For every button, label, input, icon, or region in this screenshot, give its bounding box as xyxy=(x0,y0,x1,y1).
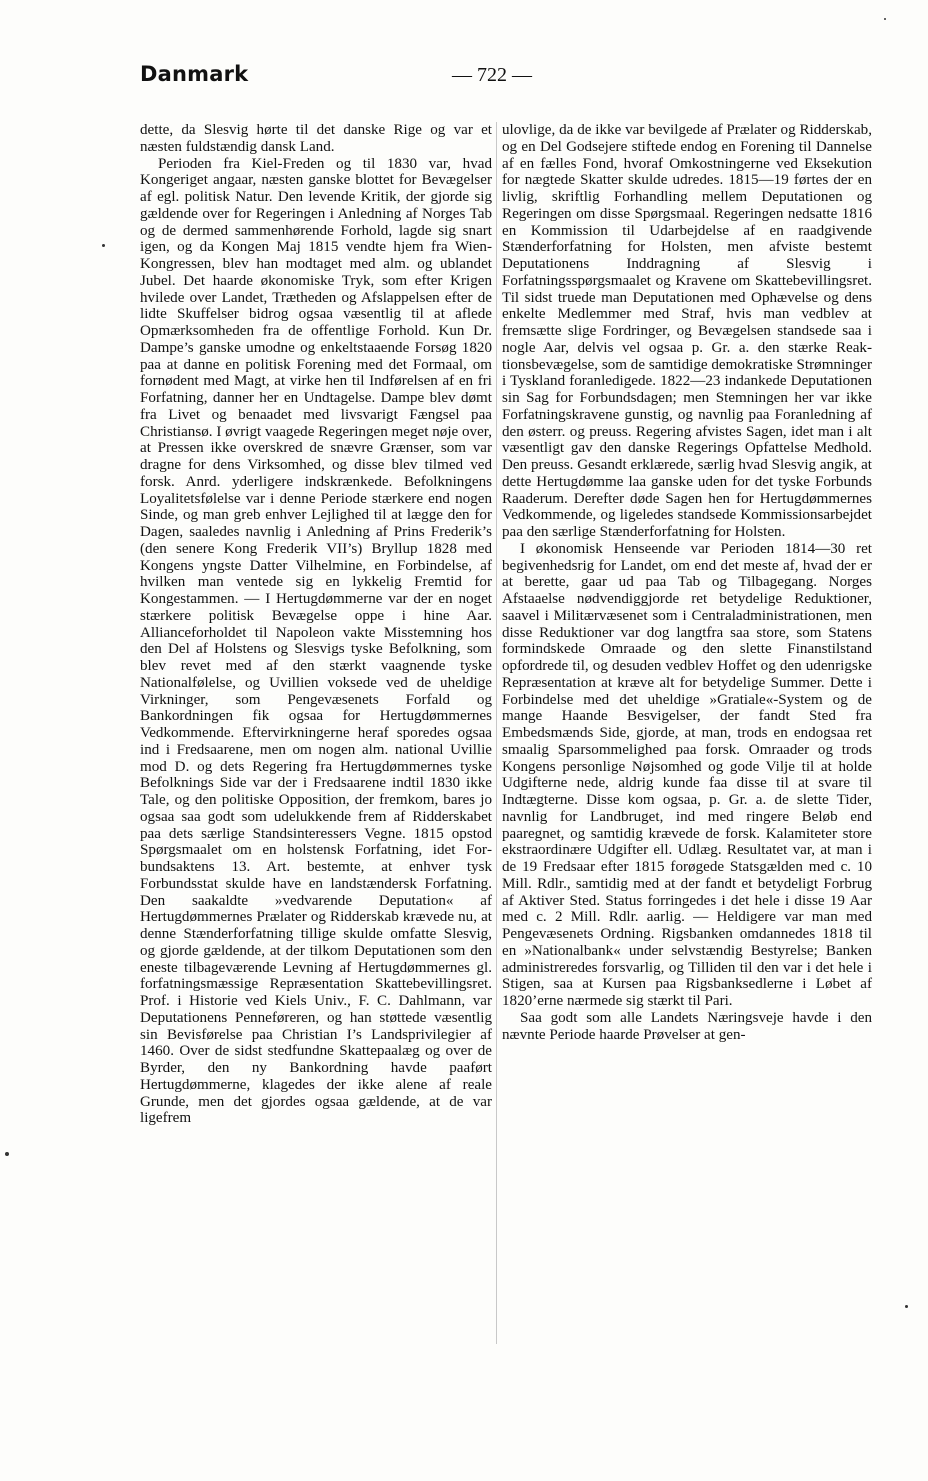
running-head: Danmark xyxy=(140,62,249,86)
right-column xyxy=(502,122,872,1043)
paragraph: Perioden fra Kiel-Freden og til 1830 var, hvad Kongeriget angaar, næsten ganske blottet for Bevægelser af egl. politisk Natur. Den levende Kritik, der gjorde sig gældende over for Regeringen i Anledning af Norges Tab og de dermed sammenhørende Forhold, lagde sig snart igen, og da Kongen Maj 1815 vendte hjem fra Wien-Kongressen, blev han modtaget med alm. og ublandet Jubel. Det haarde økonomiske Tryk, som efter Krigen hvilede over Landet, Trætheden og Afslappelsen efter de lidte Skuffelser bidrog ogsaa væsentlig til at aflede Opmærksomheden fra de offentlige Forhold. Kun Dr. Dampe’s ganske umodne og enkeltstaaende Forsøg 1820 paa at danne en politisk Forening med det Formaal, om fornødent med Magt, at virke hen til Indførelsen af en fri Forfatning, danner her en Undtagelse. Dampe blev dømt fra Livet og benaadet med livsvarigt Fængsel paa Christiansø. I øvrigt vaagede Regeringen meget nøje over, at Pressen ikke overskred de snævre Grænser, som var dragne for dens Virksomhed, og disse blev tilmed ved forsk. Anrd. yderligere indskrænkede. Befolkningens Loyalitetsfølelse var i denne Periode stærkere end nogen Sinde, og man greb enhver Lejlighed til at lægge den for Dagen, saaledes navnlig i Anledning af Prins Frederik’s (den senere Kong Frederik VII’s) Bryllup 1828 med Kongens yngste Datter Vilhelmine, en Forbindelse, af hvilken man ventede sig en lykkelig Fremtid for Kongestammen. — I Hertugdømmerne var der en noget stærkere politisk Bevægelse oppe i hine Aar. Allianceforholdet til Napoleon vakte Misstemning hos den Del af Holstens og Slesvigs tyske Befolkning, som blev revet med af den stærkt vaagnende tyske Nationalfølelse, og Uvillien voksede ved de uheldige Virkninger, som Pengevæsenets Forfald og Bankordningen fik ogsaa for Hertugdømmernes Vedkommende. Eftervirkningerne heraf sporedes ogsaa ind i Fredsaarene, men om nogen alm. national Uvillie mod D. og dets Regering fra Hertugdømmernes tyske Befolknings Side var der i Fredsaarene indtil 1830 ikke Tale, og den politiske Opposition, der fremkom, bares jo ogsaa saa godt som udelukkende frem af Ridderskabet paa dets særlige Standsinteressers Vegne. 1815 opstod Spørgsmaalet om en holstensk Forfatning, idet Forbundsaktens 13. Art. bestemte, at enhver tysk Forbundsstat skulde have en landstændersk Forfatning. Den saakaldte »vedvarende Deputation« af Hertugdømmernes Prælater og Ridderskab krævede nu, at denne Stænderforfatning tillige skulde omfatte Slesvig, og gjorde gældende, at der tilkom Deputationen som den eneste tilbageværende Levning af Hertugdømmernes gl. forfatningsmæssige Repræsentation Skattebevillingsret. Prof. i Historie ved Kiels Univ., F. C. Dahlmann, var Deputationens Penneføreren, og han støttede væsentlig sin Bevisførelse paa Christian I’s Landsprivilegier af 1460. Over de sidst stedfundne Skattepaalæg og over de Byrder, den ny Bankordning havde paaført Hertugdømmerne, klagedes der ikke alene af reale Grunde, men det gjordes ogsaa gældende, at de var ligefrem xyxy=(140,155,492,1127)
scan-speck xyxy=(905,1305,908,1308)
scan-speck xyxy=(102,244,105,247)
paragraph: dette, da Slesvig hørte til det danske Rige og var et næsten fuldstændig dansk Land. xyxy=(140,122,492,155)
paragraph: Saa godt som alle Landets Næringsveje havde i den nævnte Periode haarde Prøvelser at gen- xyxy=(502,1009,872,1043)
paragraph: ulovlige, da de ikke var bevilgede af Prælater og Ridderskab, og en Del Godsejere stiftede endog en Forening til Dannelse af en fælles Fond, hvoraf Omkostningerne ved Eksekution for nægtede Skatter skulde udredes. 1815—19 førtes der en livlig, skriftlig Forhandling mellem Deputationen og Regeringen om disse Spørgsmaal. Regeringen nedsatte 1816 en Kommission til Udarbejdelse af en raadgivende Stænderforfatning for Holsten, men afviste bestemt Deputationens Inddragning af Slesvig i Forfatningsspørgsmaalet og Kravene om Skattebevillingsret. Til sidst truede man Deputationen med Ophævelse og dens enkelte Medlemmer med Straf, hvis man vedblev at fremsætte slige Fordringer, og Bevægelsen standsede saa i nogle Aar, delvis vel ogsaa p. Gr. a. den stærke Reaktionsbevægelse, som de samtidige demokratiske Strømninger i Tyskland foranledigede. 1822—23 indankede Deputationen sin Sag for Forbundsdagen; men Stemningen her var ikke Forfatningskravene gunstig, og navnlig paa Foranledning af den østerr. og preuss. Regering afvistes Sagen, idet man i alt væsentligt gav den danske Regerings Opfattelse Medhold. Den preuss. Gesandt erklærede, særlig hvad Slesvig angik, at dette Hertugdømme laa ganske uden for det tyske Forbunds Raaderum. Derefter døde Sagen hen for Hertugdømmernes Vedkommende, og ligeledes standsede Kommissionsarbejdet paa den særlige Stænderforfatning for Holsten. xyxy=(502,122,872,540)
page-header xyxy=(140,62,870,94)
page-number: — 722 — xyxy=(452,64,532,86)
scan-speck xyxy=(884,18,886,20)
paragraph: I økonomisk Henseende var Perioden 1814—30 ret begivenhedsrig for Landet, om end det meste af, hvad der er at berette, gaar ud paa Tab og Tilbagegang. Norges Afstaaelse nødvendiggjorde ret betydelige Reduktioner, saavel i Militærvæsenet som i Centraladministrationen, men disse Reduktioner var dog langtfra saa store, som Statens formindskede Omraade og den slette Finanstilstand opfordrede til, og desuden vedblev Hoffet og den udenrigske Repræsentation at kræve alt for betydelige Summer. Dette i Forbindelse med det uheldige »Gratiale«-System og de mange Haande Besvigelser, der fandt Sted fra Embedsmænds Side, gjorde, at man, trods en endogsaa ret smaalig Sparsommelighed paa forsk. Omraader og trods Kongens personlige Nøjsomhed og gode Vilje til at holde Udgifterne nede, aldrig kunde faa disse til at svare til Indtægterne. Disse kom ogsaa, p. Gr. a. de slette Tider, navnlig for Landbruget, ind med ringere Beløb end paaregnet, og samtidig krævede de forsk. Kalamiteter store ekstraordinære Udgifter ell. Udlæg. Resultatet var, at man i de 19 Fredsaar efter 1815 forøgede Statsgælden med c. 10 Mill. Rdlr., samtidig med at der fandt et betydeligt Forbrug af Aktiver Sted. Status forringedes i det hele i disse 19 Aar med c. 2 Mill. Rdlr. aarlig. — Heldigere var man med Pengevæsenets Ordning. Rigsbanken omdannedes 1818 til en »Nationalbank« under selvstændig Bestyrelse; Banken administreredes forsvarlig, og Tilliden til den var i det hele i Stigen, saa at Kursen paa Rigsbanksedlerne i Løbet af 1820’erne nærmede sig stærkt til Pari. xyxy=(502,540,872,1009)
column-divider xyxy=(496,122,497,1344)
scan-speck xyxy=(5,1152,9,1156)
left-column xyxy=(140,122,492,1127)
